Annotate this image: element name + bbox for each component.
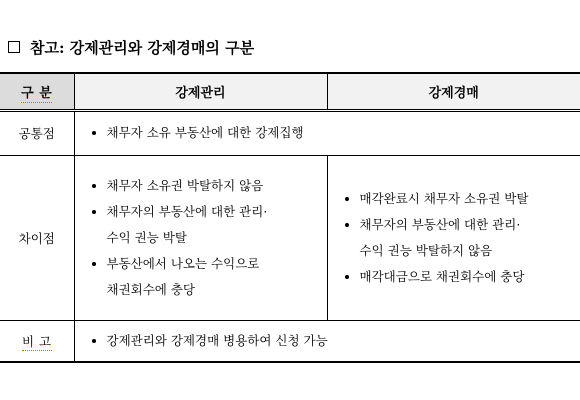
header-forced-management: 강제관리 <box>74 73 327 110</box>
table-row-common <box>0 110 580 155</box>
common-cell <box>74 110 580 155</box>
list-item: 채무자 소유 부동산에 대한 강제집행 <box>89 120 575 146</box>
header-forced-auction: 강제경매 <box>327 73 580 110</box>
row-label-differences: 차이점 <box>0 155 74 320</box>
list-item: 부동산에서 나오는 수익으로 채권회수에 충당 <box>89 251 321 303</box>
list-item: 채무자의 부동산에 대한 관리· 수익 권능 박탈하지 않음 <box>342 212 575 264</box>
checkbox-square-icon <box>8 41 20 53</box>
differences-management-cell <box>74 155 327 320</box>
document-title <box>8 36 254 58</box>
remarks-cell <box>74 320 580 362</box>
comparison-table <box>0 72 580 363</box>
table-header-row <box>0 73 580 110</box>
differences-auction-cell <box>327 155 580 320</box>
list-item: 매각완료시 채무자 소유권 박탈 <box>342 186 575 212</box>
header-category: 구 분 <box>0 73 74 110</box>
row-label-remarks: 비 고 <box>0 320 74 362</box>
table-row-differences <box>0 155 580 320</box>
table-row-remarks <box>0 320 580 362</box>
row-label-common: 공통점 <box>0 110 74 155</box>
list-item: 채무자의 부동산에 대한 관리· 수익 권능 박탈 <box>89 199 321 251</box>
list-item: 채무자 소유권 박탈하지 않음 <box>89 173 321 199</box>
title-text: 참고: 강제관리와 강제경매의 구분 <box>30 38 255 57</box>
list-item: 매각대금으로 채권회수에 충당 <box>342 264 575 290</box>
list-item: 강제관리와 강제경매 병용하여 신청 가능 <box>89 328 575 354</box>
